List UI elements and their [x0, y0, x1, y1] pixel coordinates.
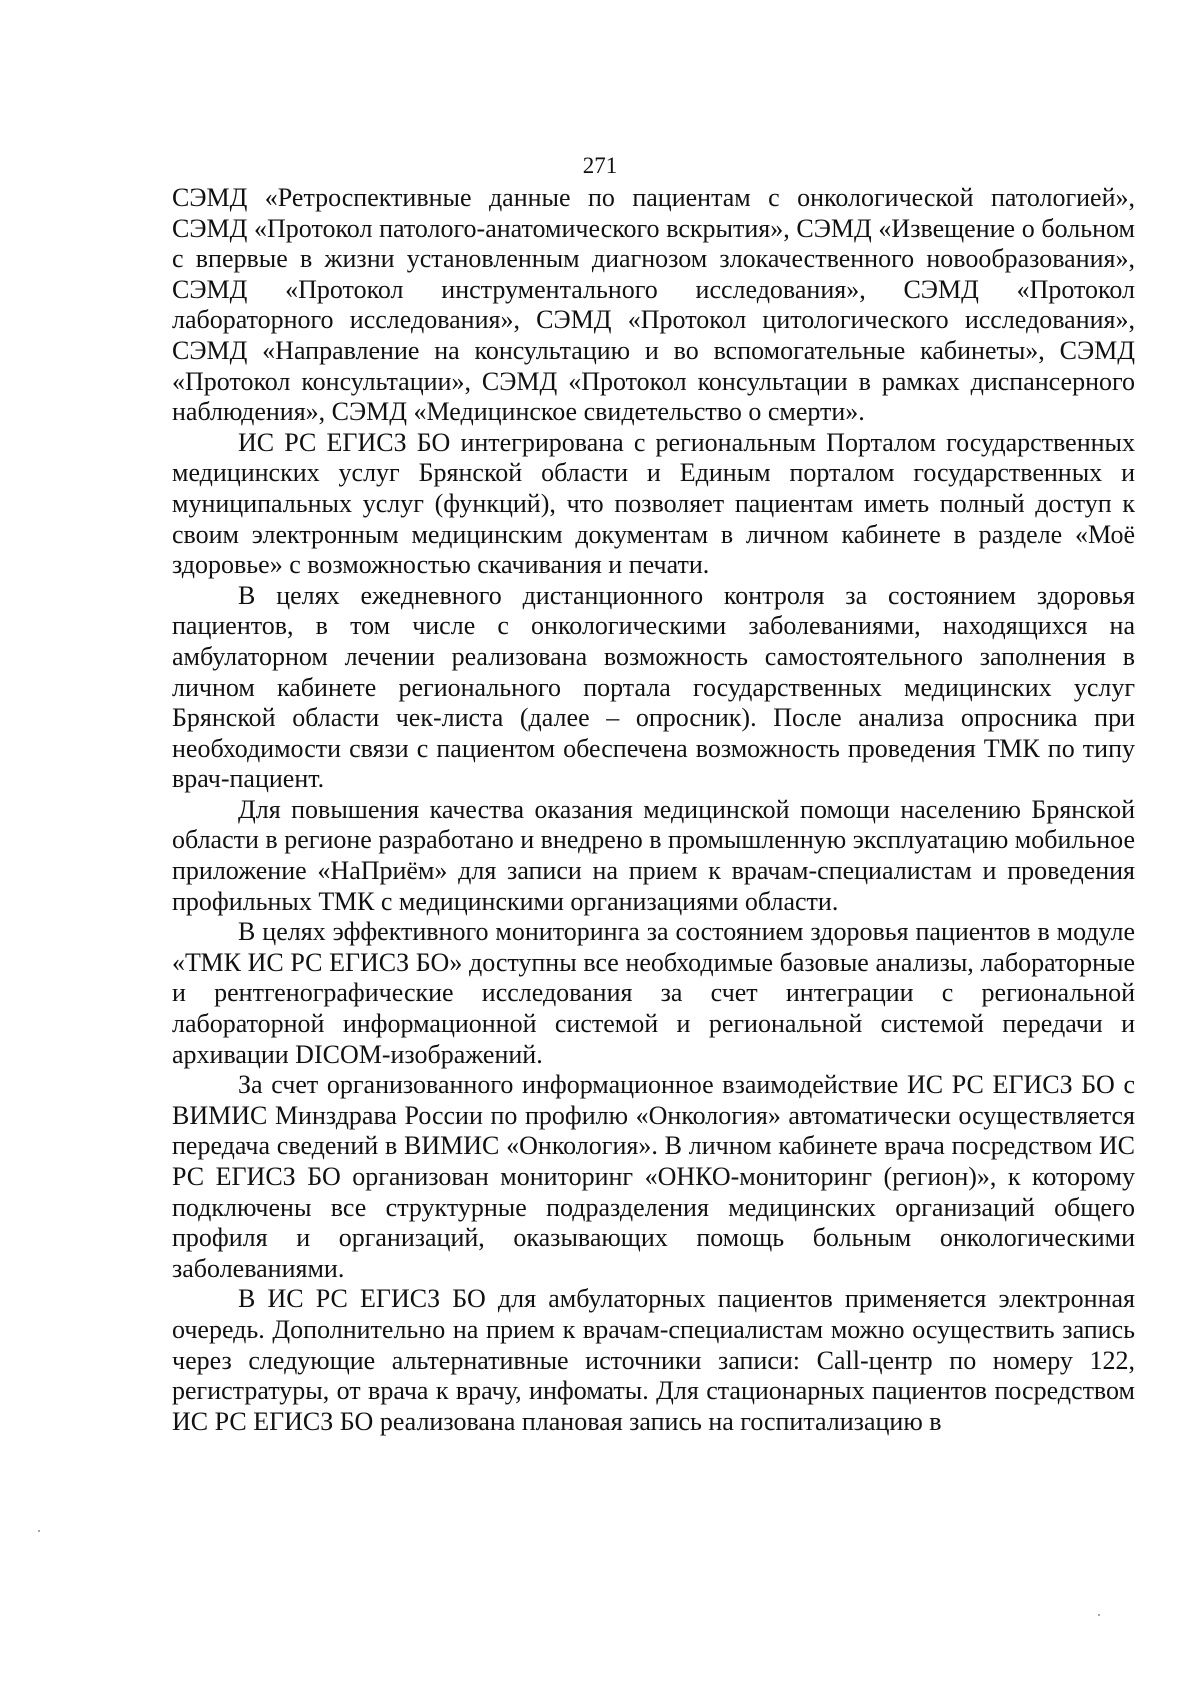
paragraph-electronic-queue: В ИС РС ЕГИСЗ БО для амбулаторных пациентов применяется электронная очередь. Дополнительно на прием к врачам-специалистам можно осуществить запись через следующие альтернативные источники записи: Call-центр по номеру 122, регистратуры, от врача к врачу, инфоматы. Для стационарных пациентов посредством ИС РС ЕГИСЗ БО реализована плановая запись на госпитализацию в [172, 1284, 1135, 1436]
scan-speck [1098, 1614, 1100, 1616]
paragraph-mobile-app: Для повышения качества оказания медицинской помощи населению Брянской области в регионе разработано и внедрено в промышленную эксплуатацию мобильное приложение «НаПриём» для записи на прием к врачам-специалистам и проведения профильных ТМК с медицинскими организациями области. [172, 794, 1135, 916]
scan-speck [38, 1530, 40, 1532]
paragraph-remote-monitoring: В целях ежедневного дистанционного контроля за состоянием здоровья пациентов, в том числе с онкологическими заболеваниями, находящихся на амбулаторном лечении реализована возможность самостоятельного заполнения в личном кабинете регионального портала государственных медицинских услуг Брянской области чек-листа (далее – опросник). После анализа опросника при необходимости связи с пациентом обеспечена возможность проведения ТМК по типу врач-пациент. [172, 580, 1135, 794]
paragraph-portal-integration: ИС РС ЕГИСЗ БО интегрирована с региональным Порталом государственных медицинских услуг Брянской области и Единым порталом государственных и муниципальных услуг (функций), что позволяет пациентам иметь полный доступ к своим электронным медицинским документам в личном кабинете в разделе «Моё здоровье» с возможностью скачивания и печати. [172, 427, 1135, 580]
paragraph-tmk-module: В целях эффективного мониторинга за состоянием здоровья пациентов в модуле «ТМК ИС РС ЕГИСЗ БО» доступны все необходимые базовые анализы, лабораторные и рентгенографические исследования за счет интеграции с региональной лабораторной информационной системой и региональной системой передачи и архивации DICOM-изображений. [172, 917, 1135, 1069]
body-text [172, 183, 1135, 1437]
paragraph-vimis-oncology: За счет организованного информационное взаимодействие ИС РС ЕГИСЗ БО с ВИМИС Минздрава России по профилю «Онкология» автоматически осуществляется передача сведений в ВИМИС «Онкология». В личном кабинете врача посредством ИС РС ЕГИСЗ БО организован мониторинг «ОНКО-мониторинг (регион)», к которому подключены все структурные подразделения медицинских организаций общего профиля и организаций, оказывающих помощь больным онкологическими заболеваниями. [172, 1070, 1135, 1283]
page-number: 271 [582, 153, 618, 178]
paragraph-semd-list: СЭМД «Ретроспективные данные по пациентам с онкологической патологией», СЭМД «Протокол патолого-анатомического вскрытия», СЭМД «Извещение о больном с впервые в жизни установленным диагнозом злокачественного новообразования», СЭМД «Протокол инструментального исследования», СЭМД «Протокол лабораторного исследования», СЭМД «Протокол цитологического исследования», СЭМД «Направление на консультацию и во вспомогательные кабинеты», СЭМД «Протокол консультации», СЭМД «Протокол консультации в рамках диспансерного наблюдения», СЭМД «Медицинское свидетельство о смерти». [172, 183, 1135, 427]
